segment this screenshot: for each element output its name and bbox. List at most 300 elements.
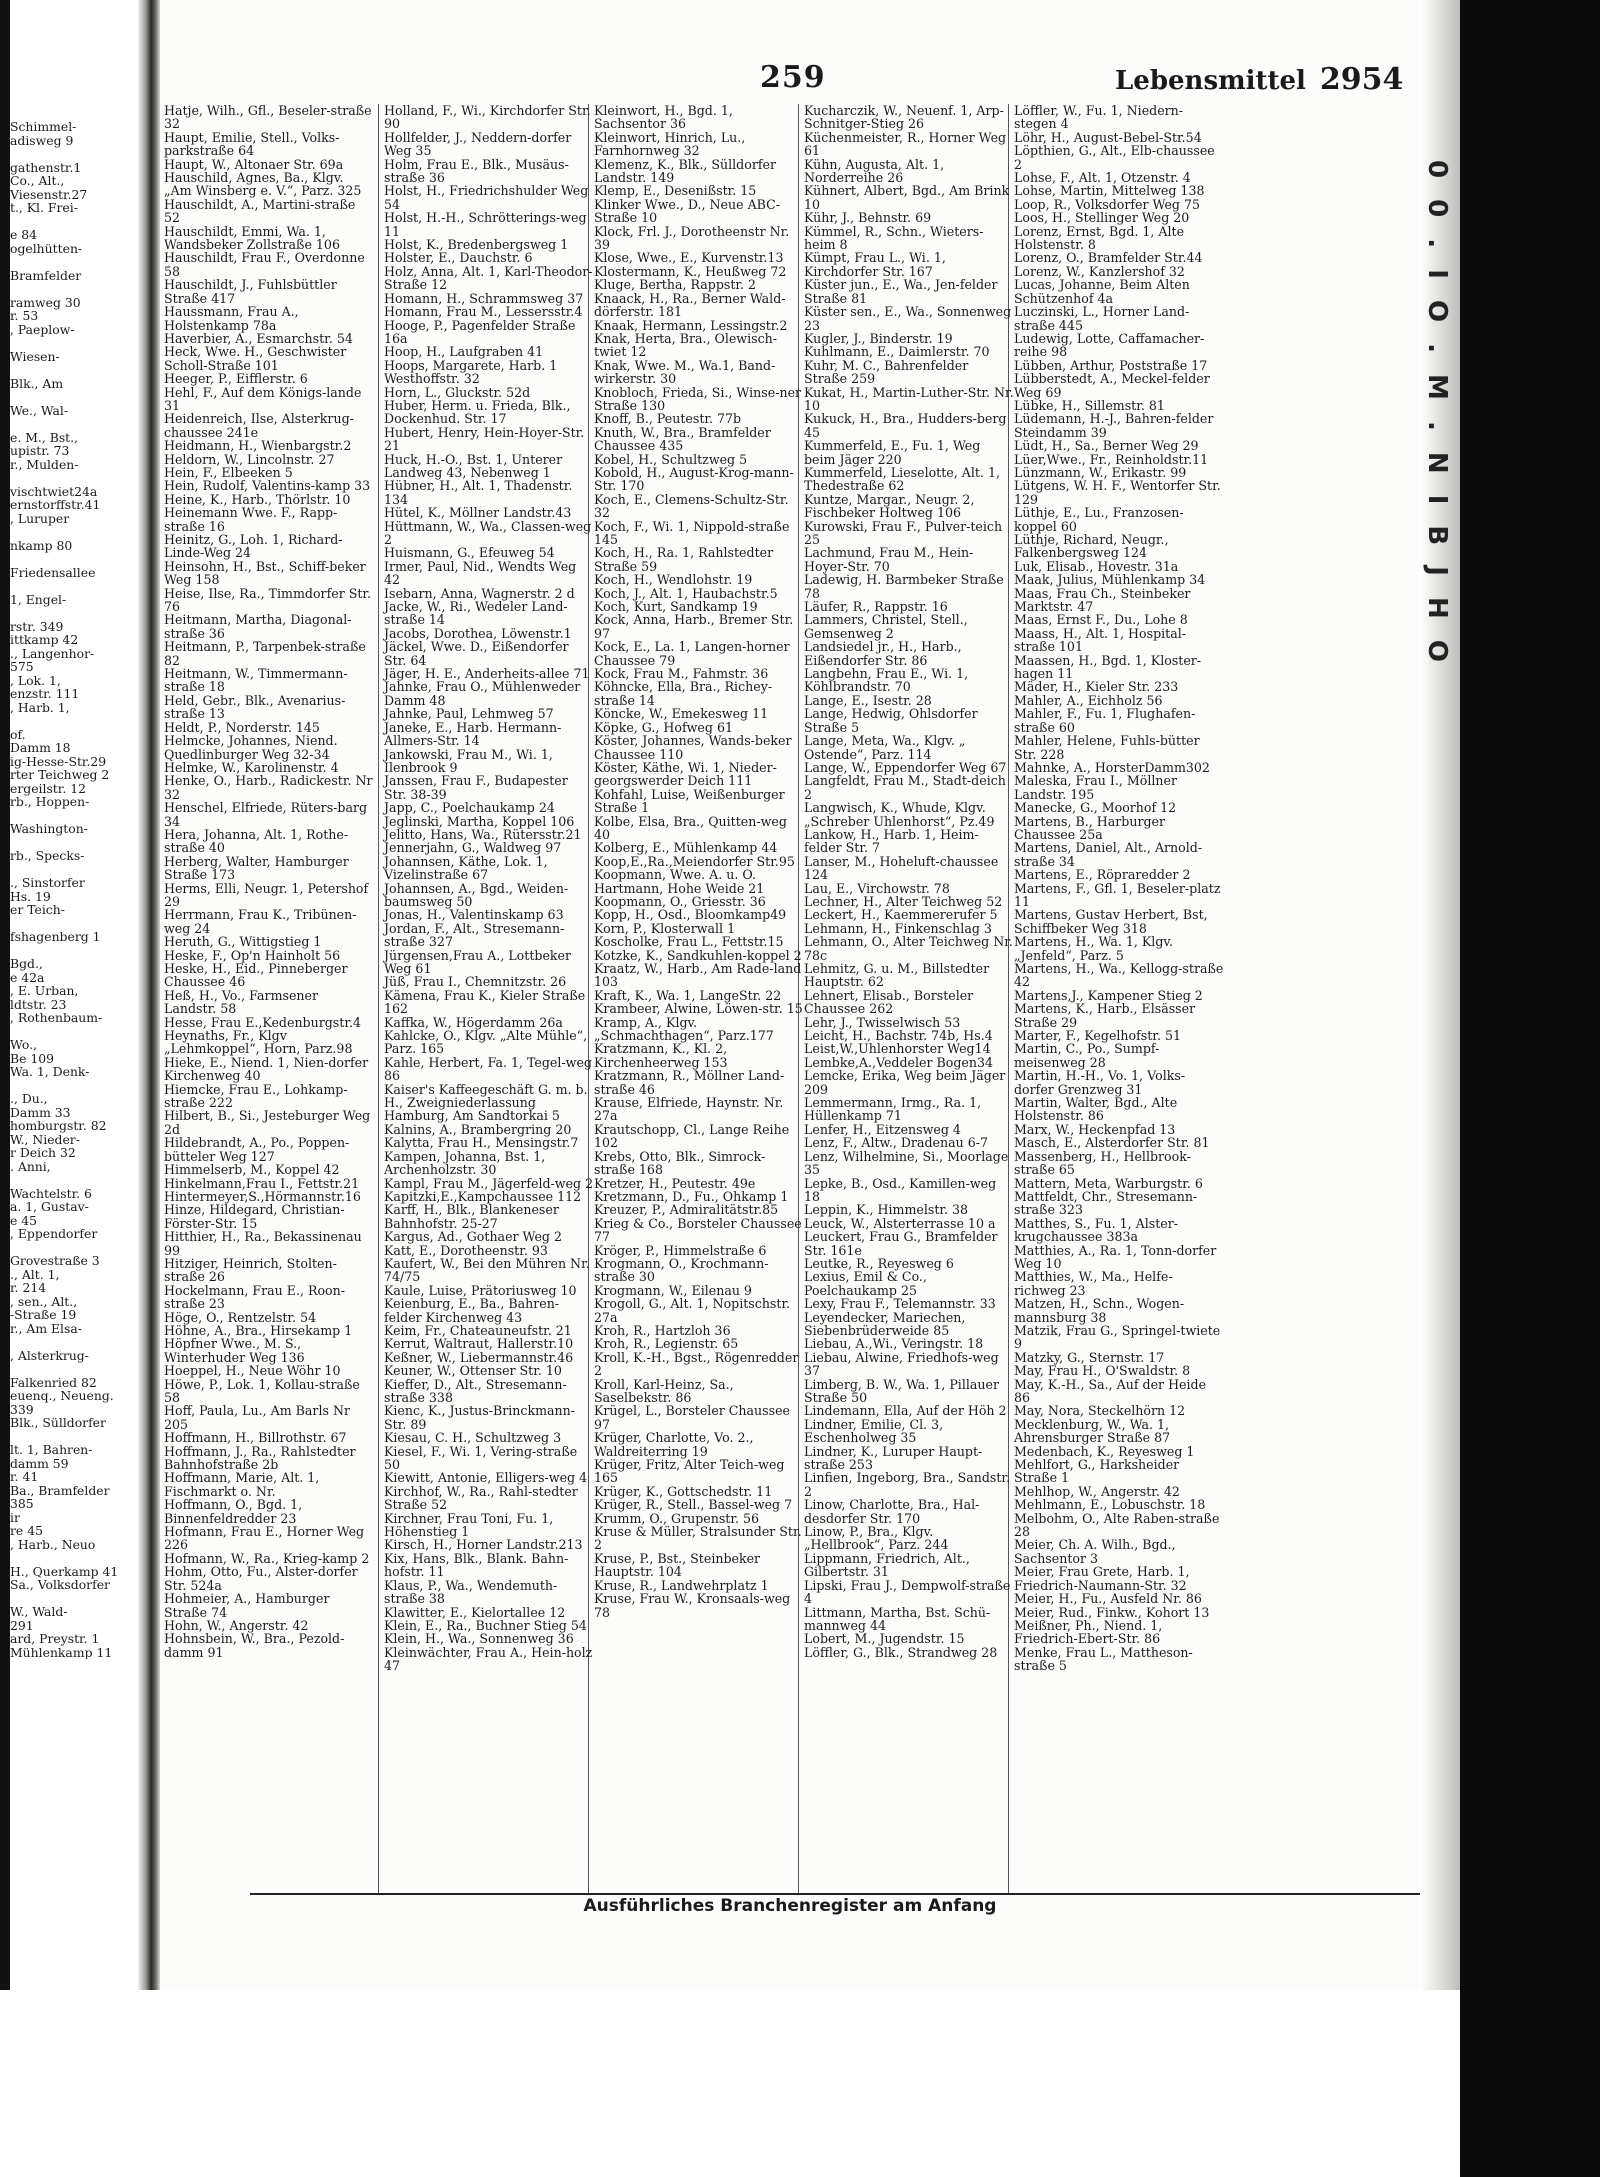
directory-entry: Knak, Herta, Bra., Olewisch-twiet 12 [594, 330, 777, 360]
directory-entry: Menke, Frau L., Mattheson-straße 5 [1014, 1644, 1193, 1674]
fragment-line: fshagenberg 1 [10, 929, 101, 944]
fragment-line: Wo., [10, 1037, 38, 1052]
directory-entry: Kroll, Karl-Heinz, Sa., Saselbekstr. 86 [594, 1376, 734, 1405]
directory-entry: Kühr, J., Behnstr. 69 [804, 210, 932, 226]
directory-entry: Hollfelder, J., Neddern-dorfer Weg 35 [384, 129, 572, 159]
directory-entry: Matthes, S., Fu. 1, Alster-krugchaussee 383a [1014, 1215, 1178, 1245]
directory-entry: Meier, Rud., Finkw., Kohort 13 [1014, 1604, 1210, 1620]
directory-entry: Klemenz, K., Blk., Sülldorfer Landstr. 149 [594, 156, 776, 186]
fragment-line: vischtwiet24a [10, 483, 98, 499]
directory-entry: Leist,W.,Uhlenhorster Weg14 [804, 1041, 991, 1057]
fragment-line: , Eppendorfer [10, 1226, 98, 1241]
directory-entry: Lembke,A.,Veddeler Bogen34 [804, 1054, 993, 1070]
directory-entry: Kiewitt, Antonie, Elligers-weg 4 [384, 1470, 588, 1486]
fragment-line [10, 917, 138, 931]
directory-entry: Martens, K., Harb., Elsässer Straße 29 [1014, 1001, 1196, 1030]
directory-entry: Holster, E., Dauchstr. 6 [384, 250, 533, 266]
directory-entry: Kix, Hans, Blk., Blank. Bahn-hofstr. 11 [384, 1550, 569, 1580]
directory-entry: Lehr, J., Twisselwisch 53 [804, 1014, 961, 1030]
directory-entry: Heine, K., Harb., Thörlstr. 10 [164, 491, 351, 507]
directory-entry: Luczinski, L., Horner Land-straße 445 [1014, 304, 1190, 333]
directory-entry: Kaule, Luise, Prätoriusweg 10 [384, 1282, 577, 1298]
fragment-line: , Alsterkrug- [10, 1347, 89, 1363]
directory-entry: Krogmann, W., Eilenau 9 [594, 1282, 752, 1298]
directory-entry: Lobert, M., Jugendstr. 15 [804, 1631, 965, 1647]
directory-entry: Martens, F., Gfl. 1, Beseler-platz 11 [1014, 880, 1221, 909]
directory-entry: Läufer, R., Rappstr. 16 [804, 599, 948, 615]
directory-entry: Hieke, E., Niend. 1, Nien-dorfer Kirchenweg 40 [164, 1054, 369, 1084]
directory-entry: Heruth, G., Wittigstieg 1 [164, 934, 322, 950]
directory-entry: Lexius, Emil & Co., Poelchaukamp 25 [804, 1269, 927, 1298]
directory-entry: Kümmel, R., Schn., Wieters-heim 8 [804, 223, 984, 253]
directory-entry: Lindner, K., Luruper Haupt-straße 253 [804, 1443, 983, 1473]
directory-entry: Katt, E., Dorotheenstr. 93 [384, 1242, 548, 1258]
directory-entry: Martin, H.-H., Vo. 1, Volks-dorfer Grenzweg 31 [1014, 1068, 1186, 1097]
running-title: Lebensmittel [1115, 66, 1306, 96]
directory-entry: Kolbe, Elsa, Bra., Quitten-weg 40 [594, 813, 787, 842]
directory-entry: Kruse, P., Bst., Steinbeker Hauptstr. 104 [594, 1550, 761, 1580]
directory-entry: Huber, Herm. u. Frieda, Blk., Dockenhud. Str. 17 [384, 397, 571, 427]
directory-entry: Hohn, W., Angerstr. 42 [164, 1617, 309, 1633]
directory-entry: Kuhlmann, E., Daimlerstr. 70 [804, 344, 990, 360]
directory-entry: Krause, Elfriede, Haynstr. Nr. 27a [594, 1095, 784, 1124]
directory-entry: Hockelmann, Frau E., Roon-straße 23 [164, 1282, 346, 1312]
fragment-line: rstr. 349 [10, 618, 64, 634]
fragment-line [10, 390, 138, 404]
directory-entry: Lammers, Christel, Stell., Gemsenweg 2 [804, 612, 968, 641]
directory-entry: Kämena, Frau K., Kieler Straße 162 [384, 987, 586, 1017]
directory-entry: Herrmann, Frau K., Tribünen-weg 24 [164, 907, 357, 936]
directory-entry: Krautschopp, Cl., Lange Reihe 102 [594, 1121, 790, 1151]
directory-entry: Hübner, H., Alt. 1, Thadenstr. 134 [384, 478, 573, 507]
directory-entry: Mattfeldt, Chr., Stresemann-straße 323 [1014, 1188, 1198, 1218]
fragment-line: , Paeplow- [10, 321, 75, 337]
directory-entry: Knobloch, Frieda, Si., Winse-ner Straße 130 [594, 384, 802, 413]
directory-entry: Holst, H., Friedrichshulder Weg 54 [384, 183, 589, 212]
directory-entry: Hofmann, Frau E., Horner Weg 226 [164, 1524, 365, 1553]
directory-entry: Hoop, H., Laufgraben 41 [384, 344, 544, 360]
fragment-line [10, 836, 138, 850]
directory-entry: Höhne, A., Bra., Hirsekamp 1 [164, 1322, 353, 1338]
directory-entry: Karff, H., Blk., Blankeneser Bahnhofstr. 25-27 [384, 1202, 559, 1231]
page-header [160, 60, 1420, 100]
directory-entry: Heitmann, Martha, Diagonal-straße 36 [164, 612, 352, 641]
fragment-line: ogelhütten- [10, 240, 83, 256]
directory-entry: Koopmann, O., Griesstr. 36 [594, 893, 766, 909]
directory-entry: Hoffmann, Marie, Alt. 1, Fischmarkt o. Nr. [164, 1470, 320, 1499]
directory-entry: Lenz, Wilhelmine, Si., Moorlage 35 [804, 1148, 1009, 1178]
directory-entry: Jacke, W., Ri., Wedeler Land-straße 14 [384, 599, 568, 628]
directory-entry: Massenberg, H., Hellbrook-straße 65 [1014, 1148, 1191, 1178]
directory-entry: Klose, Wwe., E., Kurvenstr.13 [594, 250, 784, 266]
directory-entry: Homann, Frau M., Lessersstr.4 [384, 304, 583, 320]
footer-text: Ausführliches Branchenregister am Anfang [583, 1896, 997, 1916]
directory-entry: Leutke, R., Reyesweg 6 [804, 1255, 954, 1271]
directory-entry: Lexy, Frau F., Telemannstr. 33 [804, 1296, 996, 1312]
directory-entry: Manecke, G., Moorhof 12 [1014, 800, 1177, 816]
directory-entry: Kucharczik, W., Neuenf. 1, Arp-Schnitger-Stieg 26 [804, 103, 1004, 132]
running-number: 2954 [1319, 62, 1404, 97]
directory-entry: Mahnke, A., HorsterDamm302 [1014, 759, 1210, 775]
fragment-line: Blk., Am [10, 375, 64, 391]
directory-entry: Henschel, Elfriede, Rüters-barg 34 [164, 800, 368, 829]
directory-entry: Klinker Wwe., D., Neue ABC-Straße 10 [594, 196, 781, 226]
directory-entry: Lankow, H., Harb. 1, Heim-felder Str. 7 [804, 826, 979, 856]
directory-entry: Keuner, W., Ottenser Str. 10 [384, 1363, 562, 1379]
directory-entry: Knak, Wwe. M., Wa.1, Band-wirkerstr. 30 [594, 357, 776, 387]
fragment-line: Washington- [10, 821, 88, 836]
directory-entry: Hoops, Margarete, Harb. 1 Westhoffstr. 32 [384, 357, 558, 387]
directory-entry: Klawitter, E., Kielortallee 12 [384, 1604, 566, 1620]
entry-column-4 [804, 104, 1014, 1659]
directory-entry: Jennerjahn, G., Waldweg 97 [384, 840, 562, 856]
fragment-line: 385 [10, 1496, 34, 1511]
fragment-line: e 42a [10, 969, 45, 985]
directory-entry: Linow, P., Bra., Klgv. „Hellbrook“, Parz. 244 [804, 1524, 949, 1553]
column-rule [378, 104, 379, 1894]
fragment-line: ig-Hesse-Str.29 [10, 753, 107, 769]
fragment-line [10, 1592, 138, 1606]
directory-entry: Kolberg, E., Mühlenkamp 44 [594, 840, 778, 856]
directory-entry: Hauschildt, Frau F., Overdonne 58 [164, 250, 365, 279]
directory-entry: Hoff, Paula, Lu., Am Barls Nr 205 [164, 1403, 350, 1432]
directory-entry: Martin, Walter, Bgd., Alte Holstenstr. 86 [1014, 1095, 1178, 1124]
directory-entry: Jürgensen,Frau A., Lottbeker Weg 61 [384, 947, 572, 976]
fragment-line [10, 336, 138, 350]
directory-entry: Limberg, B. W., Wa. 1, Pillauer Straße 50 [804, 1376, 999, 1405]
directory-entry: Lehmann, H., Finkenschlag 3 [804, 920, 992, 936]
fragment-line [10, 1025, 138, 1039]
directory-entry: Hauschildt, J., Fuhlsbüttler Straße 417 [164, 277, 337, 306]
directory-entry: Lange, W., Eppendorfer Weg 67 [804, 759, 1007, 775]
fragment-line: r Deich 32 [10, 1145, 76, 1160]
fragment-line: ramweg 30 [10, 294, 81, 310]
fragment-line [10, 579, 138, 593]
directory-entry: Maas, Frau Ch., Steinbeker Marktstr. 47 [1014, 585, 1191, 615]
directory-entry: Heise, Ilse, Ra., Timmdorfer Str. 76 [164, 585, 372, 615]
directory-entry: Haverbier, A., Esmarchstr. 54 [164, 330, 353, 346]
fragment-line [10, 1241, 138, 1255]
fragment-line [10, 1173, 138, 1187]
directory-entry: Lehmann, O., Alter Teichweg Nr. 78c [804, 934, 1013, 963]
entry-column-5 [1014, 104, 1224, 1673]
fragment-line: , E. Urban, [10, 983, 79, 998]
fragment-line [10, 944, 138, 958]
fragment-line [10, 525, 138, 539]
directory-entry: Lau, E., Virchowstr. 78 [804, 880, 950, 896]
directory-entry: Held, Gebr., Blk., Avenarius-straße 13 [164, 692, 346, 722]
fragment-line: ., Alt. 1, [10, 1266, 60, 1282]
directory-entry: Lemcke, Erika, Weg beim Jäger 209 [804, 1068, 1006, 1097]
directory-entry: Löpthien, G., Alt., Elb-chaussee 2 [1014, 143, 1215, 172]
fragment-line: Friedensallee [10, 564, 96, 580]
directory-entry: Kröger, P., Himmelstraße 6 [594, 1242, 767, 1258]
directory-entry: Ludewig, Lotte, Caffamacher-reihe 98 [1014, 330, 1205, 360]
directory-entry: Lanser, M., Hoheluft-chaussee 124 [804, 853, 999, 883]
directory-entry: Mehlfort, G., Harksheider Straße 1 [1014, 1457, 1180, 1486]
directory-entry: Heß, H., Vo., Farmsener Landstr. 58 [164, 987, 319, 1017]
fragment-line: damm 59 [10, 1455, 69, 1471]
directory-entry: Irmer, Paul, Nid., Wendts Weg 42 [384, 558, 577, 588]
directory-entry: Leuck, W., Alsterterrasse 10 a [804, 1215, 996, 1231]
directory-entry: Kuntze, Margar., Neugr. 2, Fischbeker Holtweg 106 [804, 491, 975, 521]
fragment-line: Bgd., [10, 956, 43, 971]
fragment-line: 291 [10, 1617, 34, 1633]
directory-entry: Heinemann Wwe. F., Rapp-straße 16 [164, 505, 338, 534]
directory-entry: Marter, F., Kegelhofstr. 51 [1014, 1028, 1181, 1044]
directory-entry: Helmke, W., Karolinenstr. 4 [164, 759, 339, 775]
directory-entry: Loop, R., Volksdorfer Weg 75 [1014, 196, 1200, 212]
directory-entry: Kretzer, H., Peutestr. 49e [594, 1175, 756, 1191]
fragment-line: Wiesen- [10, 348, 60, 364]
directory-entry: Kohfahl, Luise, Weißenburger Straße 1 [594, 786, 785, 816]
directory-entry: Martin, C., Po., Sumpf-meisenweg 28 [1014, 1041, 1160, 1070]
directory-entry: Lorenz, O., Bramfelder Str.44 [1014, 250, 1203, 266]
directory-entry: Koopmann, Wwe. A. u. O. Hartmann, Hohe Weide 21 [594, 867, 765, 896]
directory-entry: Lütgens, W. H. F., Wentorfer Str. 129 [1014, 478, 1221, 507]
directory-entry: Kruse & Müller, Stralsunder Str. 2 [594, 1524, 802, 1553]
directory-entry: Lenz, F., Altw., Dradenau 6-7 [804, 1135, 988, 1151]
directory-entry: Jäckel, Wwe. D., Eißendorfer Str. 64 [384, 639, 569, 668]
directory-entry: Kraft, K., Wa. 1, LangeStr. 22 [594, 987, 782, 1003]
fragment-line: ., Langenhor- [10, 645, 95, 661]
directory-entry: Krüger, R., Stell., Bassel-weg 7 [594, 1497, 793, 1513]
directory-page [160, 0, 1420, 1990]
directory-entry: Jankowski, Frau M., Wi. 1, Ilenbrook 9 [384, 746, 553, 775]
book-spine [138, 0, 160, 1990]
fragment-line: er Teich- [10, 902, 65, 917]
directory-entry: Kirchner, Frau Toni, Fu. 1, Höhenstieg 1 [384, 1510, 554, 1540]
entry-column-1 [164, 104, 374, 1659]
fragment-line: , Harb., Neuo [10, 1536, 96, 1552]
directory-entry: Linfien, Ingeborg, Bra., Sandstr. 2 [804, 1470, 1011, 1499]
directory-entry: May, Nora, Steckelhörn 12 [1014, 1403, 1186, 1419]
running-head [1115, 62, 1403, 97]
directory-entry: Himmelserb, M., Koppel 42 [164, 1162, 340, 1178]
directory-entry: Martens, H., Wa., Kellogg-straße 42 [1014, 961, 1224, 990]
directory-entry: Mecklenburg, W., Wa. 1, Ahrensburger Straße 87 [1014, 1416, 1171, 1446]
directory-entry: Langfeldt, Frau M., Stadt-deich 2 [804, 773, 1006, 802]
directory-entry: Heitmann, P., Tarpenbek-straße 82 [164, 639, 366, 668]
fragment-line: H., Querkamp 41 [10, 1563, 119, 1579]
directory-entry: Koch, J., Alt. 1, Haubachstr.5 [594, 585, 778, 601]
directory-entry: Lüdemann, H.-J., Bahren-felder Steindamm 39 [1014, 411, 1214, 440]
directory-entry: Kühn, Augusta, Alt. 1, Norderreihe 26 [804, 156, 945, 186]
directory-entry: Koscholke, Frau L., Fettstr.15 [594, 934, 784, 950]
directory-entry: Kalnins, A., Brambergring 20 [384, 1121, 572, 1137]
directory-entry: Hinze, Hildegard, Christian-Förster-Str. 15 [164, 1202, 345, 1231]
directory-entry: Klein, H., Wa., Sonnenweg 36 [384, 1631, 574, 1647]
directory-entry: Heske, H., Eid., Pinneberger Chaussee 46 [164, 961, 348, 990]
directory-entry: Heldt, P., Norderstr. 145 [164, 719, 320, 735]
directory-entry: Hofmann, W., Ra., Krieg-kamp 2 [164, 1550, 370, 1566]
directory-entry: Martens, Daniel, Alt., Arnold-straße 34 [1014, 840, 1203, 869]
scan-frame-right [1460, 0, 1600, 2177]
directory-entry: Kotzke, K., Sandkuhlen-koppel 2 [594, 947, 802, 963]
directory-entry: Holland, F., Wi., Kirchdorfer Str. 90 [384, 103, 591, 132]
left-gutter [0, 0, 10, 1990]
directory-entry: Martens, E., Röpraredder 2 [1014, 867, 1191, 883]
directory-entry: Höwe, P., Lok. 1, Kollau-straße 58 [164, 1376, 360, 1405]
directory-entry: Maleska, Frau I., Möllner Landstr. 195 [1014, 773, 1177, 802]
directory-entry: Lange, Meta, Wa., Klgv. „ Ostende“, Parz. 114 [804, 733, 966, 762]
fragment-line: , Harb. 1, [10, 699, 70, 715]
fragment-line: , sen., Alt., [10, 1293, 78, 1309]
directory-entry: Leyendecker, Mariechen, Siebenbrüderweide 85 [804, 1309, 966, 1338]
directory-entry: Marx, W., Heckenpfad 13 [1014, 1121, 1176, 1137]
directory-entry: Hitziger, Heinrich, Stolten-straße 26 [164, 1255, 337, 1285]
directory-entry: Hauschildt, Emmi, Wa. 1, Wandsbeker Zollstraße 106 [164, 223, 340, 253]
directory-entry: Kiesel, F., Wi. 1, Vering-straße 50 [384, 1443, 578, 1473]
directory-entry: Koch, Kurt, Sandkamp 19 [594, 599, 758, 615]
directory-entry: Isebarn, Anna, Wagnerstr. 2 d [384, 585, 575, 601]
directory-entry: Maak, Julius, Mühlenkamp 34 [1014, 572, 1206, 588]
directory-entry: Horn, L., Gluckstr. 52d [384, 384, 531, 400]
directory-entry: Lindner, Emilie, Cl. 3, Eschenholweg 35 [804, 1416, 944, 1446]
fragment-line: Sa., Volksdorfer [10, 1577, 110, 1592]
left-page-fragment [10, 120, 138, 1659]
directory-entry: Landsiedel jr., H., Harb., Eißendorfer Str. 86 [804, 639, 962, 668]
directory-entry: Lübben, Arthur, Poststraße 17 [1014, 357, 1208, 373]
directory-entry: Lachmund, Frau M., Hein-Hoyer-Str. 70 [804, 545, 974, 574]
directory-entry: Matzen, H., Schn., Wogen-mannsburg 38 [1014, 1296, 1185, 1325]
directory-entry: Leicht, H., Bachstr. 74b, Hs.4 [804, 1028, 993, 1044]
directory-entry: Lünzmann, W., Erikastr. 99 [1014, 464, 1187, 480]
directory-entry: Lüthje, E., Lu., Franzosen-koppel 60 [1014, 505, 1184, 534]
fragment-line: Blk., Sülldorfer [10, 1415, 106, 1430]
directory-entry: Kleinwort, Hinrich, Lu., Farnhornweg 32 [594, 129, 746, 159]
directory-entry: Kleinwort, H., Bgd. 1, Sachsentor 36 [594, 103, 733, 132]
directory-entry: Kroh, R., Hartzloh 36 [594, 1322, 731, 1338]
directory-entry: Knaack, H., Ra., Berner Wald-dörferstr. 181 [594, 290, 786, 320]
directory-entry: Knuth, W., Bra., Bramfelder Chaussee 435 [594, 424, 771, 454]
directory-entry: Janssen, Frau F., Budapester Str. 38-39 [384, 773, 568, 802]
fragment-line: rb., Hoppen- [10, 794, 90, 809]
directory-entry: Lohse, Martin, Mittelweg 138 [1014, 183, 1205, 199]
directory-entry: Hitthier, H., Ra., Bekassinenau 99 [164, 1229, 362, 1258]
directory-entry: Kieffer, D., Alt., Stresemann-straße 338 [384, 1376, 567, 1405]
directory-entry: Klaus, P., Wa., Wendemuth-straße 38 [384, 1577, 558, 1607]
directory-entry: Lemmermann, Irmg., Ra. 1, Hüllenkamp 71 [804, 1095, 982, 1124]
directory-entry: Hatje, Wilh., Gfl., Beseler-straße 32 [164, 103, 372, 132]
directory-entry: Kukuck, H., Bra., Hudders-berg 45 [804, 411, 1007, 440]
directory-entry: Lüer,Wwe., Fr., Reinholdstr.11 [1014, 451, 1209, 467]
directory-entry: Krügel, L., Borsteler Chaussee 97 [594, 1403, 790, 1432]
directory-entry: Helmcke, Johannes, Niend. Quedlinburger Weg 32-34 [164, 733, 338, 762]
fragment-line: Wa. 1, Denk- [10, 1064, 90, 1079]
fragment-line: e. M., Bst., [10, 429, 79, 445]
directory-entry: Hilbert, B., Si., Jesteburger Weg 2d [164, 1108, 371, 1137]
directory-entry: Kock, E., La. 1, Langen-horner Chaussee 79 [594, 639, 790, 668]
directory-entry: Jüß, Frau I., Chemnitzstr. 26 [384, 974, 567, 990]
directory-entry: Kratzmann, K., Kl. 2, Kirchenheerweg 153 [594, 1041, 728, 1070]
directory-entry: Krumm, O., Grupenstr. 56 [594, 1510, 760, 1526]
fragment-line: enzstr. 111 [10, 686, 80, 701]
fragment-line: W., Nieder- [10, 1131, 80, 1147]
directory-entry: Lüdt, H., Sa., Berner Weg 29 [1014, 438, 1199, 454]
fragment-line: 1, Engel- [10, 591, 67, 607]
directory-entry: Kummerfeld, Lieselotte, Alt. 1, Thedestraße 62 [804, 464, 1000, 494]
directory-entry: Kaiser's Kaffeegeschäft G. m. b. H., Zweigniederlassung Hamburg, Am Sandtorkai 5 [384, 1081, 588, 1124]
fragment-line [10, 255, 138, 269]
directory-entry: Kühnert, Albert, Bgd., Am Brink 10 [804, 183, 1010, 212]
directory-entry: Holst, H.-H., Schrötterings-weg 11 [384, 210, 587, 239]
fragment-line: homburgstr. 82 [10, 1118, 107, 1133]
fragment-line: , Rothenbaum- [10, 1010, 103, 1025]
fragment-line: , Luruper [10, 510, 70, 526]
fragment-line: W., Wald- [10, 1604, 68, 1619]
directory-entry: Mehlmann, E., Lobuschstr. 18 [1014, 1497, 1206, 1513]
directory-entry: Haussmann, Frau A., Holstenkamp 78a [164, 304, 299, 333]
directory-entry: Lehnert, Elisab., Borsteler Chaussee 262 [804, 987, 974, 1017]
fragment-line: r. 41 [10, 1469, 39, 1484]
directory-entry: Mäder, H., Kieler Str. 233 [1014, 679, 1179, 695]
directory-entry: May, K.-H., Sa., Auf der Heide 86 [1014, 1376, 1207, 1405]
directory-entry: Martens, Gustav Herbert, Bst, Schiffbeker Weg 318 [1014, 907, 1208, 936]
directory-entry: Knoff, B., Peutestr. 77b [594, 411, 742, 427]
fragment-line: Falkenried 82 [10, 1374, 97, 1390]
fragment-line [10, 1430, 138, 1444]
fragment-line: r., Am Elsa- [10, 1320, 82, 1336]
directory-entry: Kroh, R., Legienstr. 65 [594, 1336, 739, 1352]
fragment-line [10, 363, 138, 377]
directory-entry: Lange, Hedwig, Ohlsdorfer Straße 5 [804, 706, 978, 735]
fragment-line: Grovestraße 3 [10, 1253, 100, 1268]
directory-entry: Kugler, J., Binderstr. 19 [804, 330, 953, 346]
fragment-line [10, 1362, 138, 1376]
directory-entry: Hoffmann, H., Billrothstr. 67 [164, 1430, 347, 1446]
directory-entry: Melbohm, O., Alte Raben-straße 28 [1014, 1510, 1220, 1540]
fragment-line [10, 471, 138, 485]
directory-entry: Herberg, Walter, Hamburger Straße 173 [164, 853, 349, 883]
fragment-line [10, 809, 138, 823]
directory-entry: Herms, Elli, Neugr. 1, Petershof 29 [164, 880, 369, 909]
fragment-line: lt. 1, Bahren- [10, 1442, 93, 1457]
fragment-line: We., Wal- [10, 402, 69, 418]
directory-entry: Hütel, K., Möllner Landstr.43 [384, 505, 572, 521]
fragment-line: re 45 [10, 1523, 43, 1538]
directory-entry: Krüger, Charlotte, Vo. 2., Waldreiterring 19 [594, 1430, 754, 1459]
directory-entry: Mahler, A., Eichholz 56 [1014, 692, 1163, 708]
fragment-line: rb., Specks- [10, 848, 85, 863]
directory-entry: Kopp, H., Osd., Bloomkamp49 [594, 907, 787, 923]
directory-entry: Kramp, A., Klgv. „Schmachthagen“, Parz.177 [594, 1014, 774, 1044]
directory-entry: Jacobs, Dorothea, Löwenstr.1 [384, 625, 572, 641]
directory-entry: Hohm, Otto, Fu., Alster-dorfer Str. 524a [164, 1564, 358, 1593]
directory-entry: Johannsen, Käthe, Lok. 1, Vizelinstraße 67 [384, 853, 548, 883]
directory-entry: Köhncke, Ella, Bra., Richey-straße 14 [594, 679, 773, 708]
fragment-line: Ba., Bramfelder [10, 1482, 110, 1498]
directory-entry: Meier, H., Fu., Ausfeld Nr. 86 [1014, 1591, 1202, 1607]
directory-entry: May, Frau H., O'Swaldstr. 8 [1014, 1363, 1191, 1379]
directory-entry: Kobel, H., Schultzweg 5 [594, 451, 748, 467]
directory-entry: Korn, P., Klosterwall 1 [594, 920, 736, 936]
directory-entry: Hauschildt, A., Martini-straße 52 [164, 196, 356, 226]
directory-entry: Kock, Anna, Harb., Bremer Str. 97 [594, 612, 794, 641]
directory-entry: Krieg & Co., Borsteler Chaussee 77 [594, 1215, 802, 1245]
directory-entry: Hinkelmann,Frau I., Fettstr.21 [164, 1175, 360, 1191]
directory-entry: Heynaths, Fr., Klgv „Lehmkoppel“, Horn, Parz.98 [164, 1028, 353, 1057]
fragment-line [10, 552, 138, 566]
directory-entry: Küchenmeister, R., Horner Weg 61 [804, 129, 1007, 159]
directory-entry: Johannsen, A., Bgd., Weiden-baumsweg 50 [384, 880, 569, 909]
directory-entry: Kock, Frau M., Fahmstr. 36 [594, 666, 769, 682]
fragment-line: Hs. 19 [10, 888, 51, 904]
fragment-line: of. [10, 726, 26, 742]
fragment-line [10, 282, 138, 296]
directory-entry: Kretzmann, D., Fu., Ohkamp 1 [594, 1188, 789, 1204]
directory-entry: Jelitto, Hans, Wa., Rütersstr.21 [384, 826, 582, 842]
